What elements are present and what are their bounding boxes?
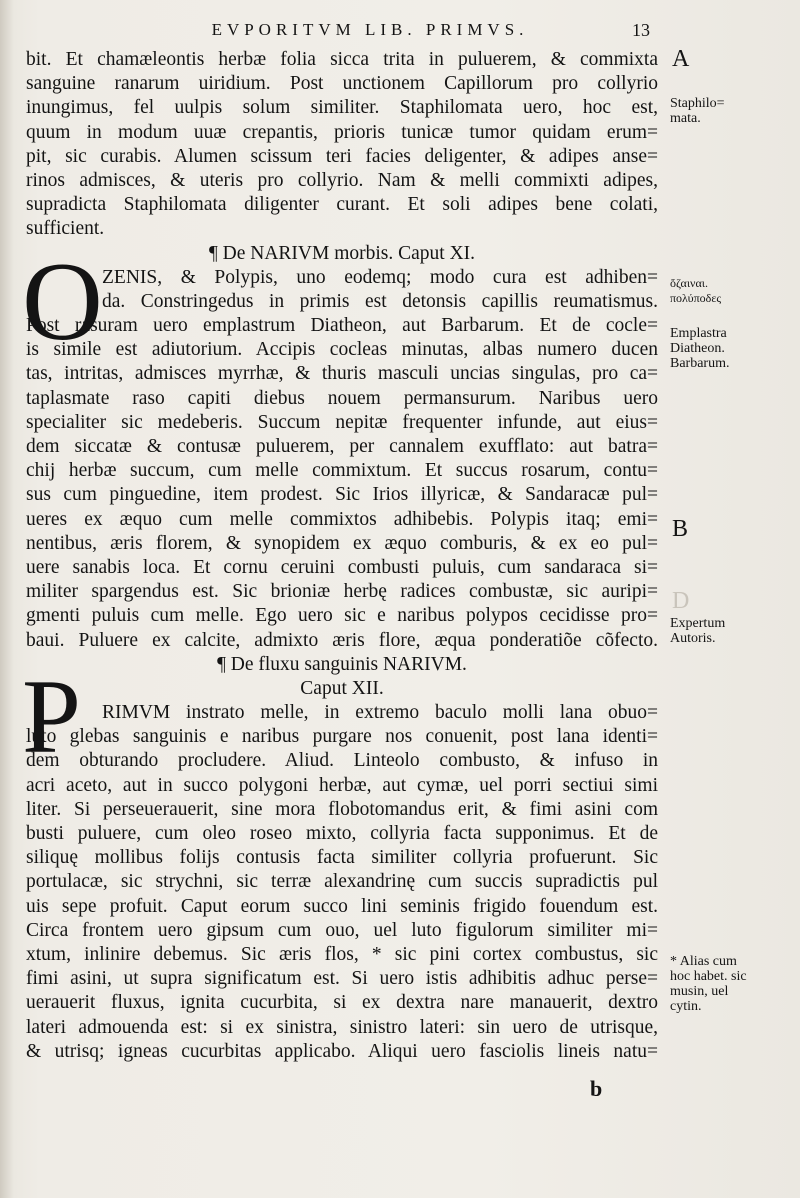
signature-mark: b: [590, 1076, 603, 1101]
text-line: baui. Puluere ex calcite, admixto æris flore, æqua ponderatiõe cõfecto.: [26, 629, 658, 651]
margin-note-line: Barbarum.: [670, 356, 730, 371]
text-line: inungimus, fel uulpis solum similiter. Staphilomata uero, hoc est,: [26, 97, 658, 119]
margin-note-line: musin, uel: [670, 984, 729, 999]
margin-note-expertum: [670, 616, 725, 646]
text-line: uere sanabis loca. Et cornu ceruini combusti puluis, cum sandaraca si=: [26, 556, 658, 578]
running-head-title: EVPORITVM LIB. PRIMVS.: [211, 20, 529, 39]
text-line: siliquę mollibus folijs contusis facta similiter collyria profuerunt. Sic: [26, 847, 658, 869]
drop-cap-o: O: [22, 240, 103, 364]
text-line: specialiter sic medeberis. Succum nepitæ frequenter infunde, aut eius=: [26, 411, 658, 433]
text-line: rinos admisces, & uteris pro collyrio. Nam & melli commixti adipes,: [26, 169, 658, 191]
text-line: quum in modum uuæ crepantis, prioris tunicæ tumor quidam erum=: [26, 121, 658, 143]
text-line: acri aceto, aut in succo polygoni herbæ, aut cymæ, uel porri sectiui simi: [26, 774, 658, 796]
text-line: fimi asini, ut supra significatum est. Si uero istis adhibitis adhuc perse=: [26, 968, 658, 990]
text-line: tas, intritas, admisces myrrhæ, & thuris masculi uncias singulas, pro ca=: [26, 363, 658, 385]
main-text-block: [26, 48, 658, 1064]
margin-note-line: Staphilo=: [670, 96, 725, 111]
text-line: uerauerit fluxus, ignita cucurbita, si ex dextra nare manauerit, dextro: [26, 992, 658, 1014]
margin-note-line: Diatheon.: [670, 341, 725, 356]
drop-cap-p: P: [22, 658, 81, 775]
text-line: uis sepe profuit. Caput eorum succo lini seminis frigido fouendum est.: [26, 895, 658, 917]
margin-note-line: * Alias cum: [670, 954, 737, 969]
margin-letter-b: B: [672, 516, 689, 542]
text-line: RIMVM instrato melle, in extremo baculo molli lana obuo=: [102, 702, 658, 724]
margin-note-line: ὄζαιναι.: [670, 276, 708, 290]
text-line: dem obturando procludere. Aliud. Linteolo combusto, & infuso in: [26, 750, 658, 772]
margin-note-line: mata.: [670, 111, 701, 126]
margin-note-line: πολύποδες: [670, 291, 722, 305]
margin-letter-a: A: [672, 46, 690, 72]
text-line: Circa frontem uero gipsum cum ouo, uel luto figulorum similiter mi=: [26, 919, 658, 941]
margin-note-alias: [670, 954, 747, 1014]
text-line: dem siccatæ & contusæ puluerem, per cannalem exufflato: aut batra=: [26, 436, 658, 457]
text-line: Post rasuram uero emplastrum Diatheon, aut Barbarum. Et de cocle=: [26, 315, 658, 337]
text-line: gmenti puluis cum melle. Ego uero sic e naribus polypos cecidisse pro=: [26, 605, 658, 627]
text-line: portulacæ, sic strychni, sic terræ alexandrinę cum succis supradictis pul: [26, 871, 658, 893]
margin-letter-d-bleed: D: [672, 588, 690, 614]
text-line: ueres ex æquo cum melle commixtos adhibebis. Polypis itaq; emi=: [26, 508, 658, 530]
margin-note-line: cytin.: [670, 999, 702, 1014]
text-line: supradicta Staphilomata diligenter curant. Et soli adipes bene colati,: [26, 194, 658, 216]
text-line: nentibus, æris florem, & synopidem ex æquo comburis, & ex eo pul=: [26, 532, 658, 554]
chapter-heading-xi: ¶ De NARIVM morbis. Caput XI.: [208, 242, 476, 264]
text-line: sanguine ranarum uiridium. Post unctionem Capillorum pro collyrio: [26, 73, 658, 95]
page-number: 13: [632, 20, 650, 40]
text-line: luto glebas sanguinis e naribus purgare nos conuenit, post lana identi=: [26, 726, 658, 748]
text-line: pit, sic curabis. Alumen scissum teri facies deligenter, & adipes anse=: [26, 145, 658, 167]
chapter-heading-xii: ¶ De fluxu sanguinis NARIVM.: [217, 653, 467, 675]
chapter-number-xii: Caput XII.: [300, 677, 384, 699]
margin-note-emplastra: [670, 326, 729, 371]
text-line: sus cum pinguedine, item prodest. Sic Irios illyricæ, & Sandaracæ pul=: [26, 484, 658, 506]
text-line: taplasmate raso capiti diebus nouem permansurum. Naribus uero: [26, 387, 658, 409]
text-line: ZENIS, & Polypis, uno eodemq; modo cura est adhiben=: [102, 266, 658, 288]
text-line: sufficient.: [26, 218, 105, 240]
text-line: bit. Et chamæleontis herbæ folia sicca trita in puluerem, & commixta: [26, 49, 658, 70]
margin-note-line: hoc habet. sic: [670, 969, 747, 984]
margin-note-line: Emplastra: [670, 326, 727, 341]
text-line: xtum, inlinire debemus. Sic æris flos, * sic pini cortex combustus, sic: [26, 943, 658, 965]
text-line: is simile est adiutorium. Accipis cocleas minutas, albas numero ducen: [26, 339, 658, 361]
text-line: chij herbæ succum, cum melle commixtum. Et succus rosarum, contu=: [26, 460, 658, 482]
margin-note-line: Autoris.: [670, 631, 716, 646]
running-head: [100, 20, 650, 40]
text-line: lateri admouenda est: si ex sinistra, sinistro lateri: sin uero de utrisque,: [26, 1016, 658, 1038]
text-line: busti puluere, cum oleo roseo mixto, collyria facta supponimus. Et de: [26, 823, 658, 844]
margin-note-greek: [670, 276, 721, 306]
text-line: da. Constringedus in primis est detonsis capillis reumatismus.: [102, 290, 658, 312]
margin-note-line: Expertum: [670, 616, 726, 631]
margin-note-staphilomata: [670, 96, 725, 126]
text-line: militer spargendus est. Sic brioniæ herbę radices combustæ, sic auripi=: [26, 581, 658, 603]
text-line: liter. Si perseuerauerit, sine mora flobotomandus erit, & fimi asini com: [26, 798, 658, 820]
text-line: & utrisq; igneas cucurbitas applicabo. Aliqui uero fasciolis lineis natu=: [26, 1040, 658, 1062]
